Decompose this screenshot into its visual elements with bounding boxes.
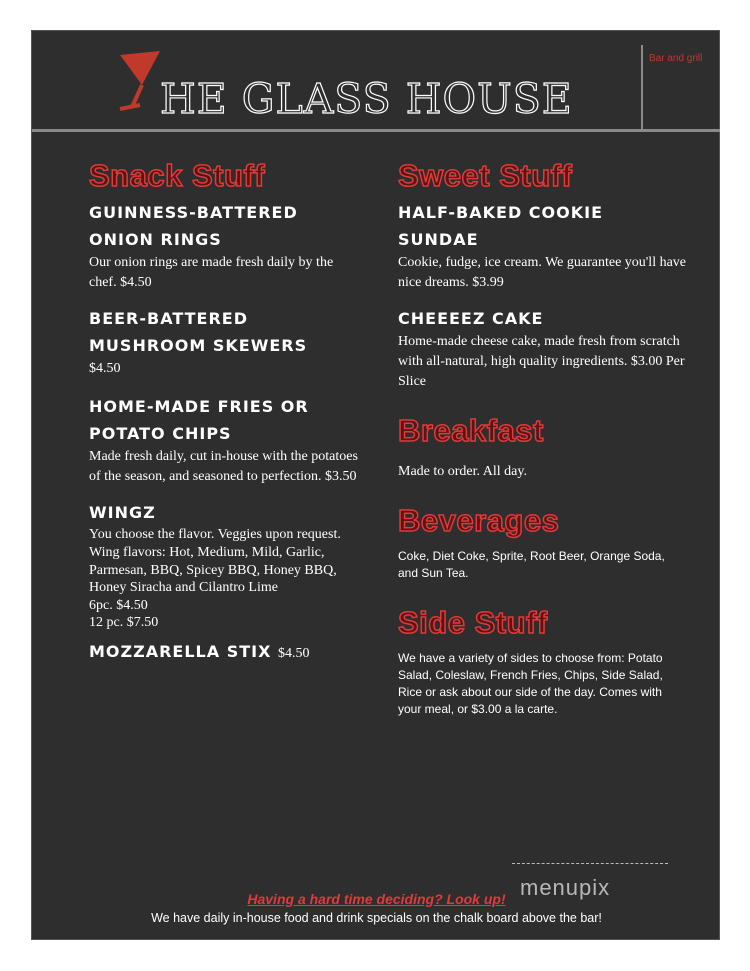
item-description: Cookie, fudge, ice cream. We guarantee you'll have nice dreams. $3.99 xyxy=(398,255,687,290)
item-title: POTATO CHIPS xyxy=(89,424,232,443)
martini-glass-logo-icon xyxy=(112,51,164,115)
menu-item xyxy=(89,499,359,632)
item-title: HALF-BAKED COOKIE xyxy=(398,203,604,222)
menu-page xyxy=(31,30,720,940)
menu-item xyxy=(89,638,359,667)
item-title: WINGZ xyxy=(89,503,156,522)
item-price: 12 pc. $7.50 xyxy=(89,615,159,630)
item-description: $4.50 xyxy=(89,361,121,376)
item-description: Made fresh daily, cut in-house with the potatoes of the season, and seasoned to perfection. $3.50 xyxy=(89,449,358,484)
section-heading-breakfast: Breakfast xyxy=(398,413,544,448)
menu-item xyxy=(398,199,688,293)
section-heading-sweet: Sweet Stuff xyxy=(398,158,573,193)
menu-item xyxy=(89,305,359,379)
watermark-divider xyxy=(512,863,668,864)
section-heading-sides: Side Stuff xyxy=(398,605,548,640)
header-divider-vertical xyxy=(641,45,643,131)
item-title-text: MOZZARELLA STIX xyxy=(89,641,272,661)
footer-note: We have daily in-house food and drink specials on the chalk board above the bar! xyxy=(151,911,602,925)
beverages-description: Coke, Diet Coke, Sprite, Root Beer, Orange Soda, and Sun Tea. xyxy=(398,549,665,580)
item-title: SUNDAE xyxy=(398,230,479,249)
item-title: GUINNESS-BATTERED xyxy=(89,203,298,222)
tagline: Bar and grill xyxy=(649,53,703,64)
restaurant-title: HE GLASS HOUSE xyxy=(160,75,573,123)
watermark-text: menupix xyxy=(520,875,611,900)
sides-description: We have a variety of sides to choose from: Potato Salad, Coleslaw, French Fries, Chips, Side Salad, Rice or ask about our side of the day. Comes with your meal, or $3.00 a la carte. xyxy=(398,651,663,716)
item-title: HOME-MADE FRIES OR xyxy=(89,397,309,416)
item-title: ONION RINGS xyxy=(89,230,222,249)
item-description: Home-made cheese cake, made fresh from scratch with all-natural, high quality ingredients. $3.00 Per Slice xyxy=(398,334,685,389)
item-title: MUSHROOM SKEWERS xyxy=(89,336,308,355)
item-description: Our onion rings are made fresh daily by the chef. $4.50 xyxy=(89,255,334,290)
item-price: $4.50 xyxy=(278,645,310,661)
breakfast-description: Made to order. All day. xyxy=(398,464,527,479)
item-title: CHEEEEZ CAKE xyxy=(398,309,544,328)
header-divider xyxy=(32,129,720,132)
item-price: 6pc. $4.50 xyxy=(89,597,148,613)
section-heading-snack: Snack Stuff xyxy=(89,158,266,193)
right-column xyxy=(398,159,688,718)
section-heading-beverages: Beverages xyxy=(398,503,560,538)
menu-item xyxy=(89,199,359,293)
item-title: BEER-BATTERED xyxy=(89,309,249,328)
left-column xyxy=(89,159,359,667)
item-description: You choose the flavor. Veggies upon request. xyxy=(89,527,341,542)
footer-callout: Having a hard time deciding? Look up! xyxy=(247,891,506,907)
menu-item xyxy=(89,393,359,487)
wing-flavors: Wing flavors: Hot, Medium, Mild, Garlic, Parmesan, BBQ, Spicey BBQ, Honey BBQ, Honey Siracha and Cilantro Lime xyxy=(89,545,337,595)
item-title xyxy=(89,638,359,667)
menu-item xyxy=(398,305,688,392)
